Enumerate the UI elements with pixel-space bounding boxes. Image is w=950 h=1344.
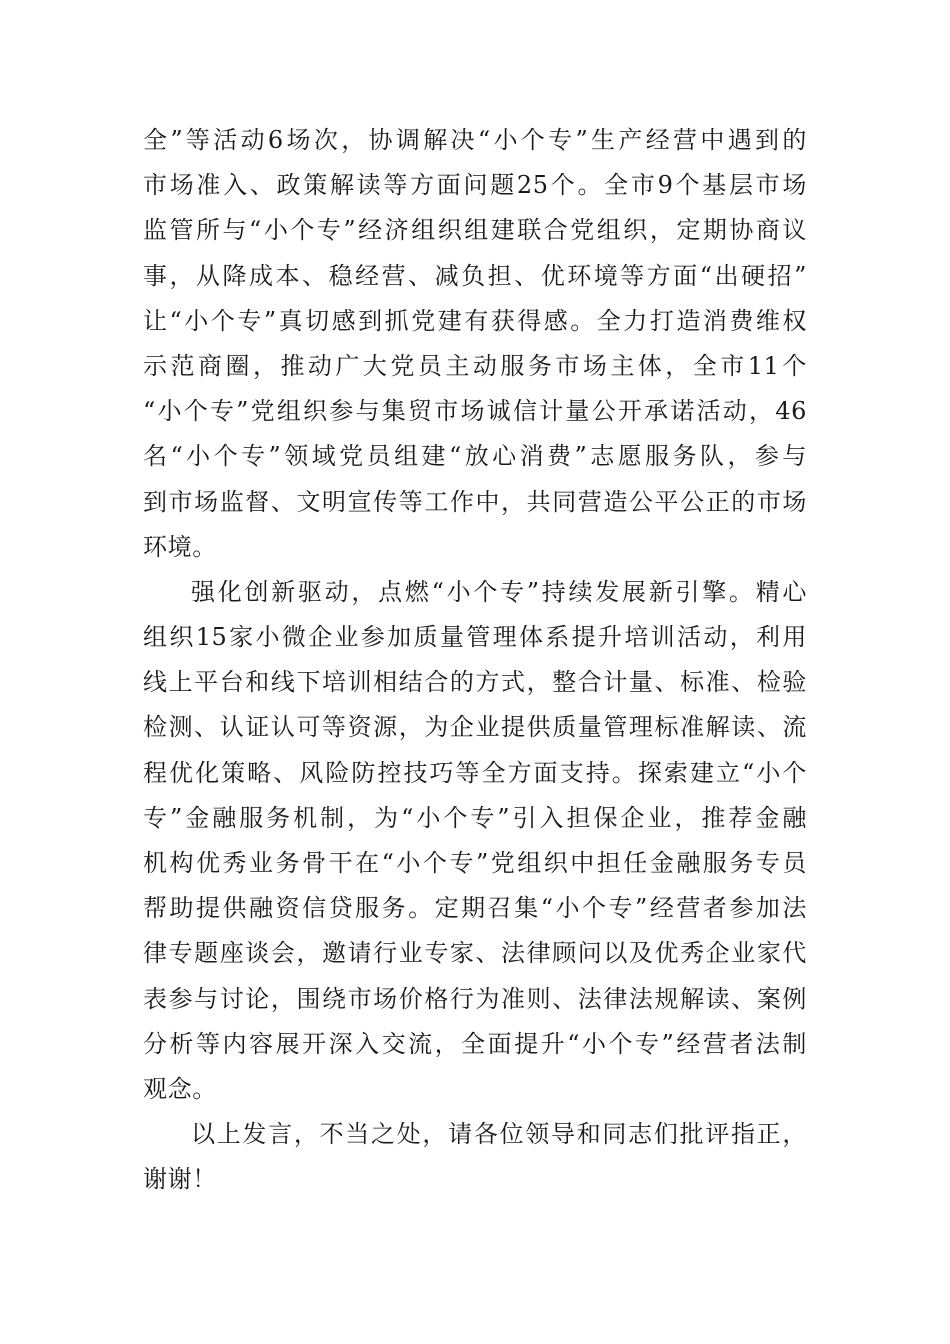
- text-line: 到市场监督、文明宣传等工作中，共同营造公平公正的市场: [143, 487, 807, 516]
- text-line: 名“小个专”领域党员组建“放心消费”志愿服务队，参与: [143, 442, 807, 471]
- text-line: 示范商圈，推动广大党员主动服务市场主体，全市11个: [143, 351, 807, 380]
- paragraph-first-line: 强化创新驱动，点燃“小个专”持续发展新引擎。精心: [191, 577, 807, 606]
- text-line: 帮助提供融资信贷服务。定期召集“小个专”经营者参加法: [143, 894, 807, 923]
- text-line: “小个专”党组织参与集贸市场诚信计量公开承诺活动，46: [143, 397, 807, 426]
- text-line: 检测、认证认可等资源，为企业提供质量管理标准解读、流: [143, 713, 807, 742]
- text-line: 程优化策略、风险防控技巧等全方面支持。探索建立“小个: [143, 758, 807, 787]
- text-line: 分析等内容展开深入交流，全面提升“小个专”经营者法制: [143, 1029, 807, 1058]
- text-line: 观念。: [143, 1074, 217, 1103]
- text-line: 组织15家小微企业参加质量管理体系提升培训活动，利用: [143, 623, 807, 652]
- text-line: 线上平台和线下培训相结合的方式，整合计量、标准、检验: [143, 668, 807, 697]
- text-line: 监管所与“小个专”经济组织组建联合党组织，定期协商议: [143, 216, 807, 245]
- text-line: 让“小个专”真切感到抓党建有获得感。全力打造消费维权: [143, 306, 807, 335]
- paragraph-first-line: 以上发言，不当之处，请各位领导和同志们批评指正，: [191, 1120, 807, 1149]
- text-line: 机构优秀业务骨干在“小个专”党组织中担任金融服务专员: [143, 849, 807, 877]
- text-line: 表参与讨论，围绕市场价格行为准则、法律法规解读、案例: [143, 984, 807, 1013]
- body-text: [143, 118, 807, 1203]
- text-line: 环境。: [143, 532, 217, 561]
- text-line: 律专题座谈会，邀请行业专家、法律顾问以及优秀企业家代: [143, 939, 807, 968]
- text-line: 市场准入、政策解读等方面问题25个。全市9个基层市场: [143, 171, 807, 200]
- text-line: 事，从降成本、稳经营、减负担、优环境等方面“出硬招”: [143, 261, 807, 290]
- text-line: 全”等活动6场次，协调解决“小个专”生产经营中遇到的: [143, 126, 807, 154]
- text-line: 谢谢！: [143, 1165, 217, 1194]
- text-line: 专”金融服务机制，为“小个专”引入担保企业，推荐金融: [143, 803, 807, 832]
